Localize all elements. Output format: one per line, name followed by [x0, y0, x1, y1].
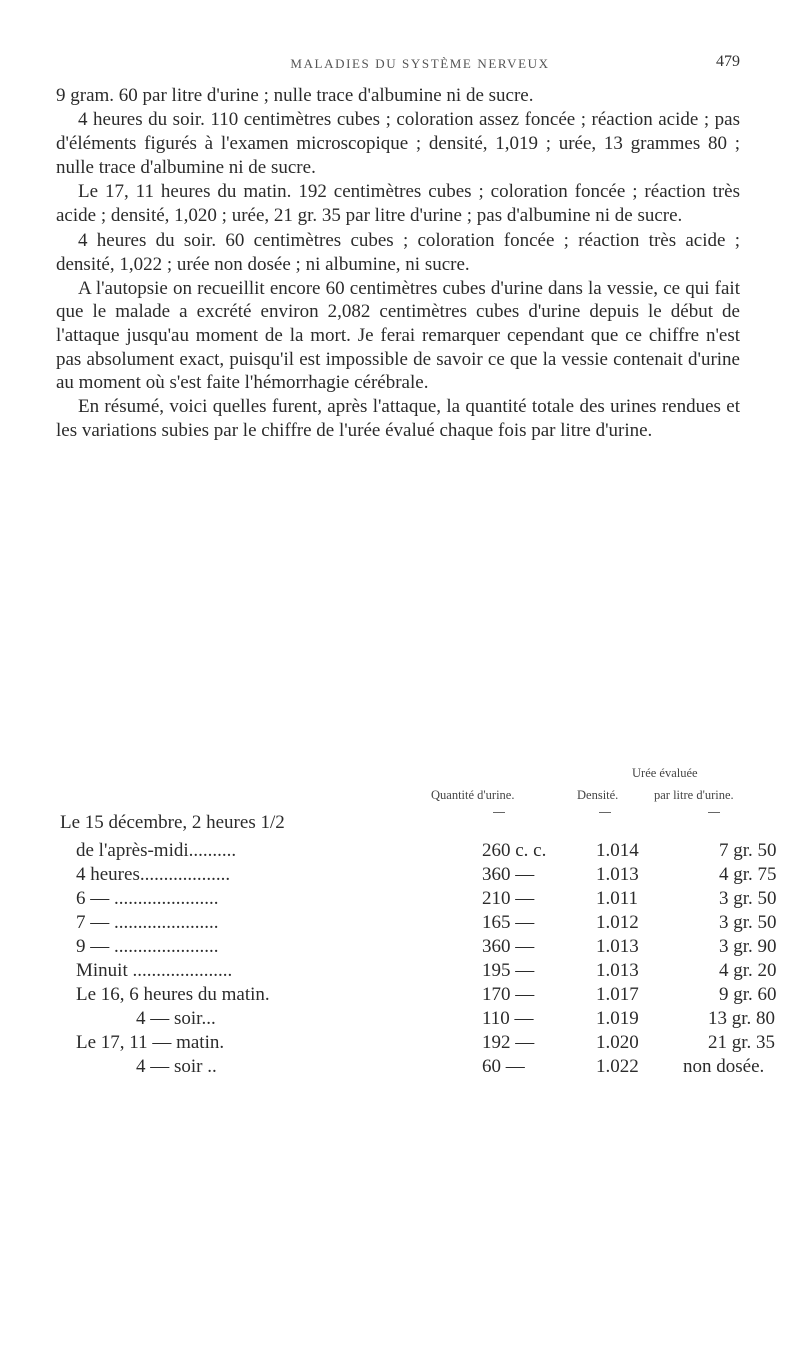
row-label: 7 — ...................... [76, 912, 219, 933]
row-qty: 260 c. c. [482, 840, 547, 861]
row-label: 6 — ...................... [76, 888, 219, 909]
table-row [0, 912, 800, 936]
qty-header: Quantité d'urine. [431, 788, 515, 802]
row-label: Le 15 décembre, 2 heures 1/2 [60, 812, 285, 833]
table-row [0, 1056, 800, 1080]
page-number: 479 [716, 53, 740, 70]
table-intro-row [0, 812, 800, 836]
row-density: 1.011 [596, 888, 639, 909]
row-qty: 60 — [482, 1056, 525, 1077]
row-density: 1.013 [596, 936, 639, 957]
row-uree: 3 gr. 50 [719, 888, 777, 909]
row-uree: non dosée. [683, 1056, 765, 1077]
row-label: Le 17, 11 — matin. [76, 1032, 225, 1053]
row-uree: 4 gr. 20 [719, 960, 777, 981]
row-density: 1.014 [596, 840, 639, 861]
row-qty: 192 — [482, 1032, 535, 1053]
row-qty: 170 — [482, 984, 535, 1005]
row-label: 4 heures................... [76, 864, 231, 885]
table-row [0, 984, 800, 1008]
uree-header-line2: par litre d'urine. [654, 788, 734, 802]
table-row [0, 840, 800, 864]
paragraph: 9 gram. 60 par litre d'urine ; nulle trace d'albumine ni de sucre. [56, 85, 534, 106]
row-uree: 13 gr. 80 [708, 1008, 776, 1029]
row-density: 1.013 [596, 960, 639, 981]
table-row [0, 864, 800, 888]
row-label: de l'après-midi.......... [76, 840, 237, 861]
row-uree: 4 gr. 75 [719, 864, 777, 885]
row-density: 1.022 [596, 1056, 639, 1077]
header-title: MALADIES DU SYSTÈME NERVEUX [290, 56, 550, 71]
paragraph: Le 17, 11 heures du matin. 192 centimètres cubes ; coloration foncée ; réaction très acide ; densité, 1,020 ; urée, 21 gr. 35 par litre d'urine ; pas d'albumine ni de sucre. [56, 181, 740, 227]
row-label: Le 16, 6 heures du matin. [76, 984, 270, 1005]
paragraph: A l'autopsie on recueillit encore 60 centimètres cubes d'urine dans la vessie, ce qui fait que le malade a excrété environ 2,082 centimètres cubes d'urine depuis le début de l'attaque jusqu'au moment de la mort. Je ferai remarquer cependant que ce chiffre n'est pas absolument exact, puisqu'il est impossible de savoir ce que la vessie contenait d'urine au moment où s'est faite l'hémorrhagie cérébrale. [56, 277, 740, 394]
row-label: 4 — soir .. [136, 1056, 217, 1077]
row-qty: 360 — [482, 936, 535, 957]
uree-header-line1: Urée évaluée [632, 766, 698, 780]
table-row [0, 1008, 800, 1032]
table-row [0, 888, 800, 912]
row-uree: 3 gr. 90 [719, 936, 777, 957]
paragraph: En résumé, voici quelles furent, après l'attaque, la quantité totale des urines rendues et les variations subies par le chiffre de l'urée évalué chaque fois par litre d'urine. [56, 395, 740, 441]
table-row [0, 1032, 800, 1056]
paragraph: 4 heures du soir. 60 centimètres cubes ; coloration foncée ; réaction très acide ; densité, 1,022 ; urée non dosée ; ni albumine, ni sucre. [56, 229, 740, 275]
row-density: 1.019 [596, 1008, 639, 1029]
row-qty: 195 — [482, 960, 535, 981]
row-density: 1.020 [596, 1032, 639, 1053]
row-density: 1.013 [596, 864, 639, 885]
table-row [0, 936, 800, 960]
row-uree: 3 gr. 50 [719, 912, 777, 933]
row-qty: 110 — [482, 1008, 534, 1029]
row-uree: 9 gr. 60 [719, 984, 777, 1005]
row-density: 1.012 [596, 912, 639, 933]
row-qty: 360 — [482, 864, 535, 885]
row-uree: 7 gr. 50 [719, 840, 777, 861]
paragraph: 4 heures du soir. 110 centimètres cubes ; coloration assez foncée ; réaction acide ; pas d'éléments figurés à l'examen microscopique ; densité, 1,019 ; urée, 13 grammes 80 ; nulle trace d'albumine ni de sucre. [56, 109, 740, 179]
row-density: 1.017 [596, 984, 639, 1005]
row-label: 9 — ...................... [76, 936, 219, 957]
row-uree: 21 gr. 35 [708, 1032, 776, 1053]
table-row [0, 960, 800, 984]
density-header: Densité. [577, 788, 619, 802]
row-label: Minuit ..................... [76, 960, 233, 981]
row-qty: 165 — [482, 912, 535, 933]
row-qty: 210 — [482, 888, 535, 909]
row-label: 4 — soir... [136, 1008, 216, 1029]
